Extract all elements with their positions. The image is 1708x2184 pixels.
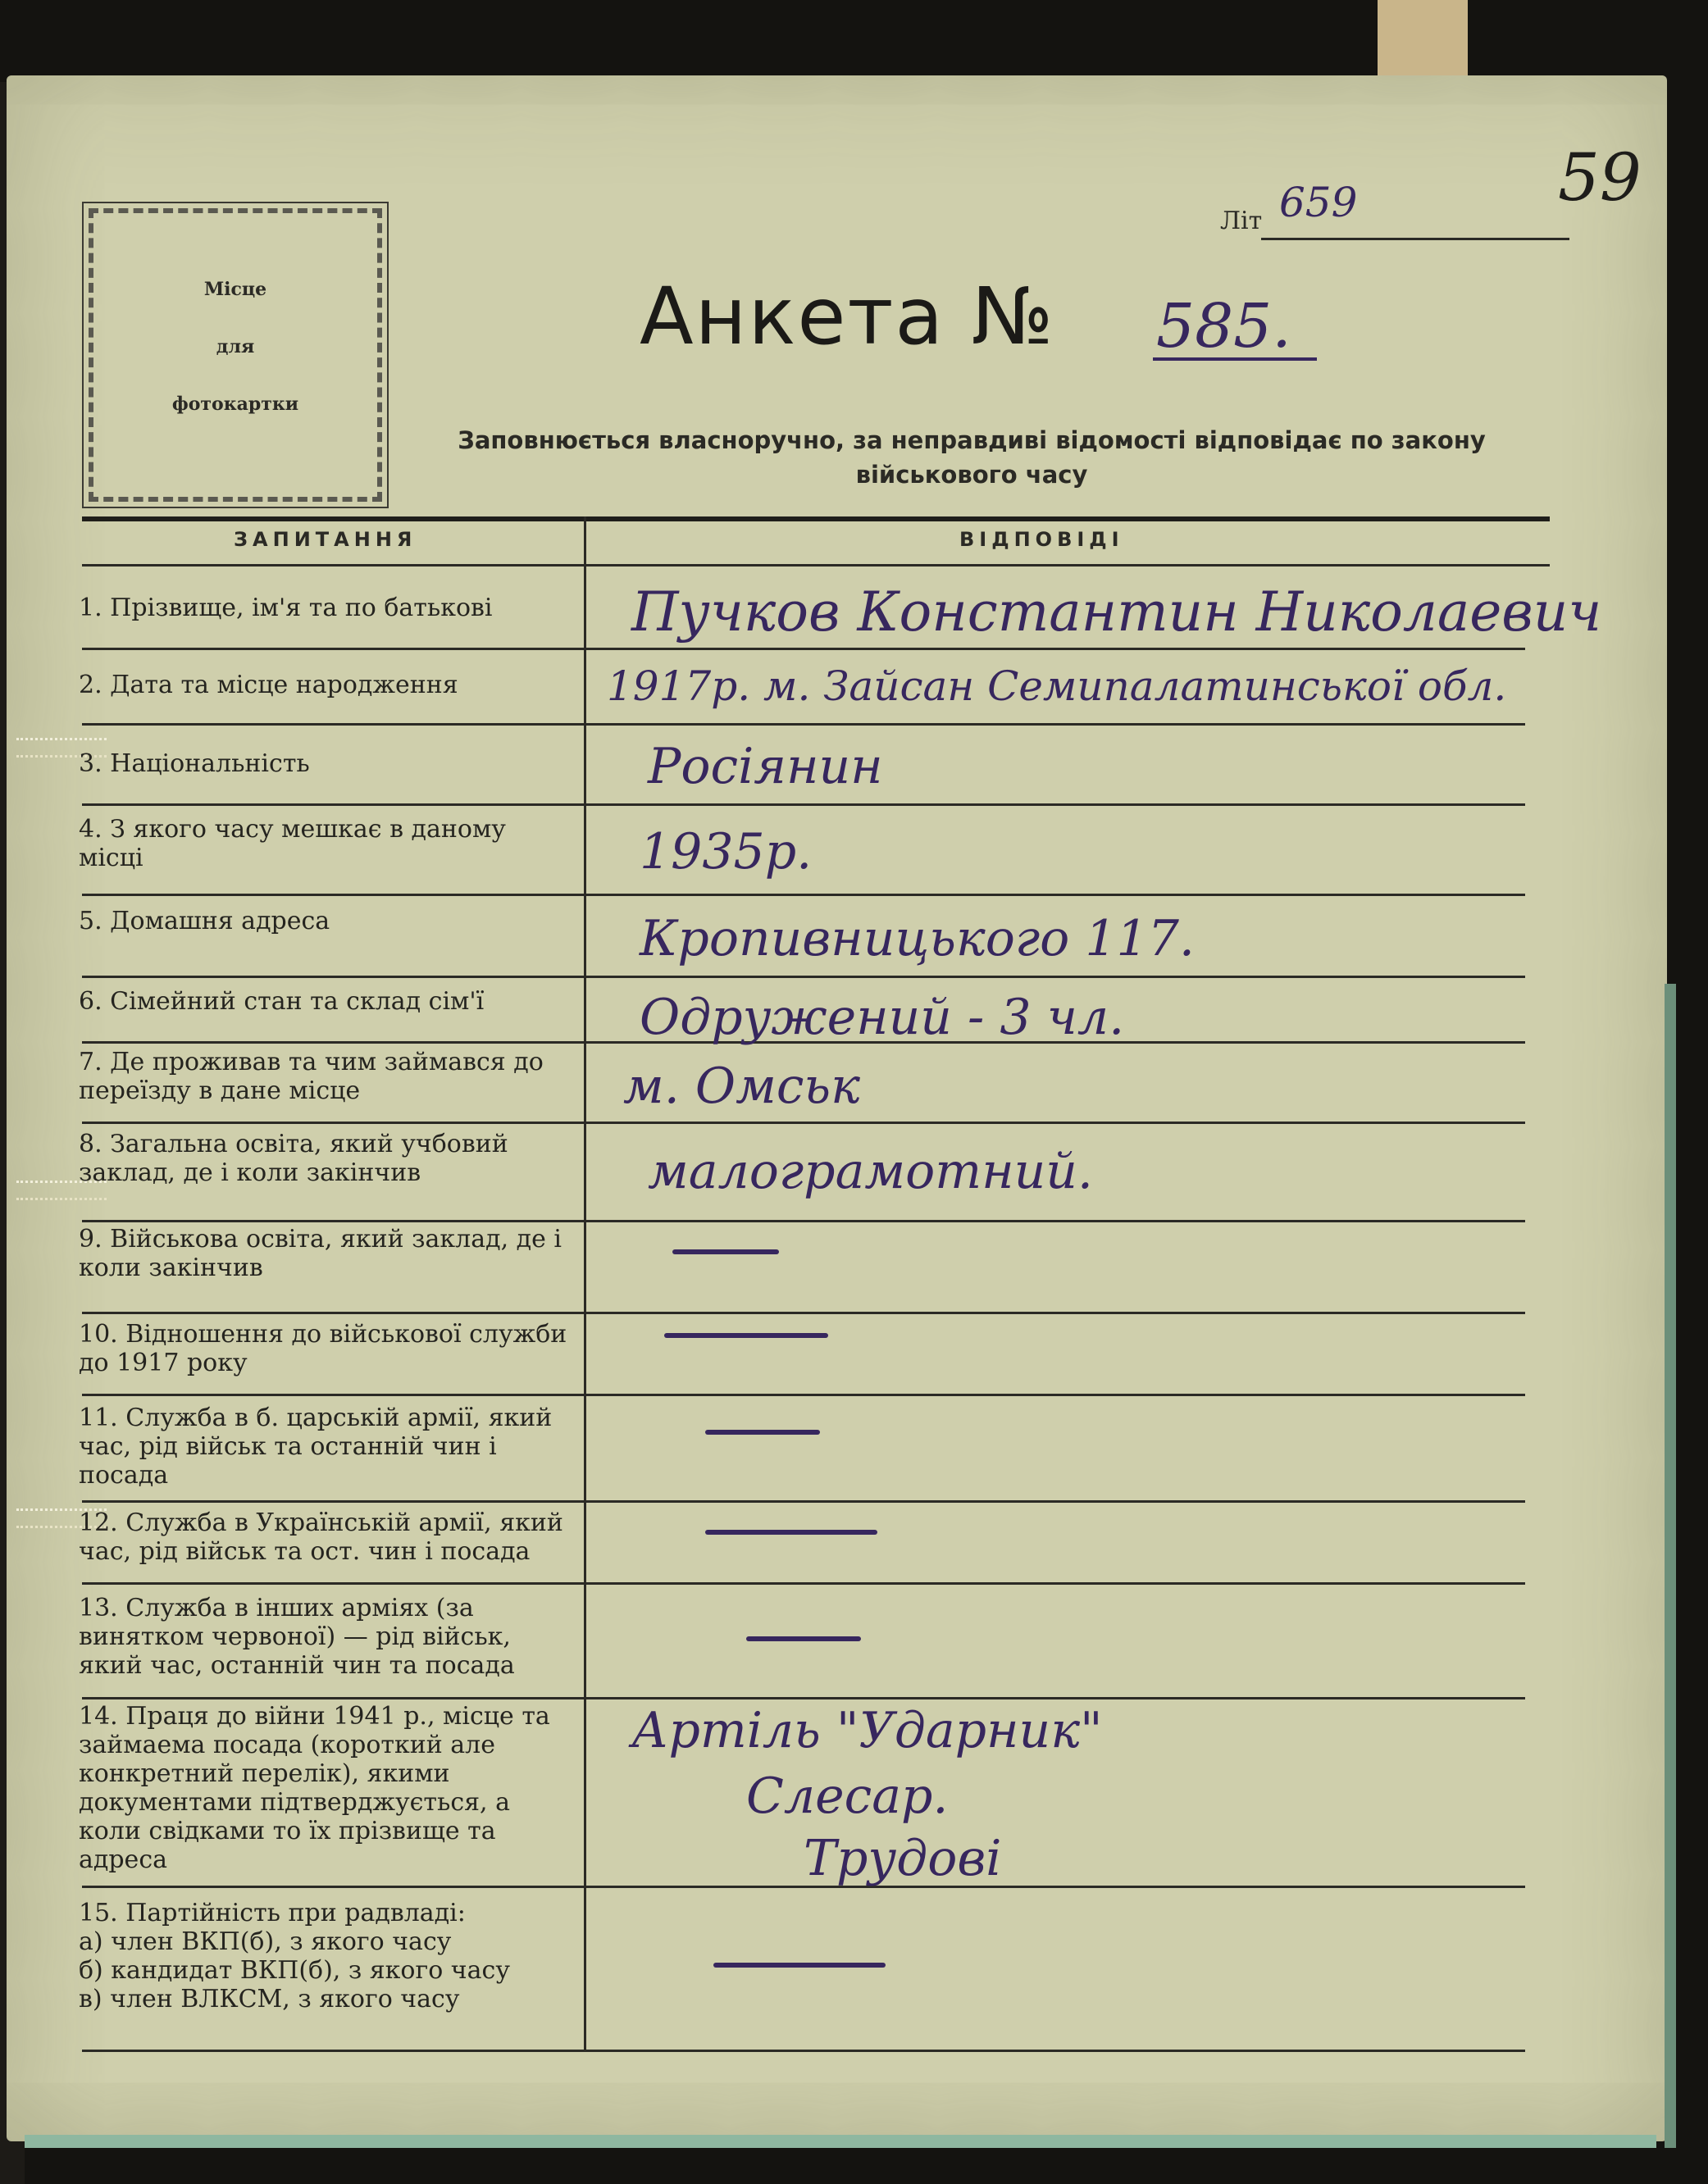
question-5: 5. Домашня адреса: [79, 907, 330, 935]
photo-label-line1: Місце: [203, 279, 267, 300]
table-top-rule: [82, 516, 1550, 521]
row-rule: [82, 1220, 1525, 1222]
instruction-line1: Заповнюється власноручно, за неправдиві відомості відповідає по закону: [458, 426, 1486, 454]
row-rule: [82, 1582, 1525, 1585]
answer-14-line3: Трудові: [804, 1830, 1002, 1887]
folder-tab: [1378, 0, 1468, 82]
answer-9-dash: [672, 1249, 779, 1254]
answer-5: Кропивницького 117.: [640, 910, 1195, 967]
photo-label-line3: фотокартки: [171, 394, 299, 415]
form-title: Анкета №: [640, 271, 1055, 362]
question-13: 13. Служба в інших арміях (за винятком червоної) — рід військ, який час, останній чин та посада: [79, 1594, 515, 1680]
row-rule: [82, 1394, 1525, 1396]
form-number-underline: [1153, 357, 1317, 361]
question-6: 6. Сімейний стан та склад сім'ї: [79, 987, 485, 1016]
question-7: 7. Де проживав та чим займався до переїзду в дане місце: [79, 1048, 544, 1105]
answer-14-line1: Артіль "Ударник": [631, 1702, 1103, 1759]
question-15-line2: а) член ВКП(б), з якого часу: [79, 1927, 452, 1956]
question-4: 4. З якого часу мешкає в даному місці: [79, 815, 506, 872]
question-1: 1. Прізвище, ім'я та по батькові: [79, 594, 493, 622]
photo-placeholder: [82, 202, 389, 508]
answer-1: Пучков Константин Николаевич: [631, 580, 1602, 644]
row-rule: [82, 1122, 1525, 1124]
answer-14-line2: Слесар.: [746, 1768, 949, 1825]
page-edge-bottom: [25, 2135, 1656, 2148]
answer-10-dash: [664, 1333, 828, 1338]
row-rule: [82, 1500, 1525, 1503]
answer-2: 1917р. м. Зайсан Семипалатинської обл.: [607, 662, 1507, 710]
table-header-rule: [82, 564, 1550, 566]
page-edge-right: [1665, 984, 1676, 2148]
row-rule: [82, 2050, 1525, 2052]
question-15-line4: в) член ВЛКСМ, з якого часу: [79, 1985, 460, 2013]
question-9: 9. Військова освіта, який заклад, де і коли закінчив: [79, 1225, 562, 1282]
row-rule: [82, 976, 1525, 978]
archive-page-number: 59: [1558, 139, 1642, 216]
row-rule: [82, 723, 1525, 726]
question-12: 12. Служба в Українській армії, який час, рід військ та ост. чин і посада: [79, 1508, 563, 1566]
answer-7: м. Омськ: [623, 1058, 860, 1115]
form-number: 585.: [1156, 291, 1291, 362]
row-rule: [82, 1312, 1525, 1314]
table-column-divider: [584, 516, 586, 2050]
answer-15-dash: [713, 1963, 886, 1968]
answer-6: Одружений - 3 чл.: [640, 989, 1125, 1046]
question-15-line1: 15. Партійність при радвладі:: [79, 1899, 466, 1927]
answer-12-dash: [705, 1530, 877, 1535]
answer-13-dash: [746, 1636, 861, 1641]
lit-label: Літ: [1220, 207, 1263, 235]
question-2: 2. Дата та місце народження: [79, 671, 458, 699]
question-15: [79, 1899, 571, 2013]
question-8: 8. Загальна освіта, який учбовий заклад, де і коли закінчив: [79, 1130, 508, 1187]
row-rule: [82, 803, 1525, 806]
answers-header: ВІДПОВІДІ: [959, 528, 1124, 551]
answer-8: малограмотний.: [648, 1143, 1093, 1200]
row-rule: [82, 894, 1525, 896]
answer-4: 1935р.: [640, 823, 813, 880]
photo-label-line2: для: [216, 336, 255, 357]
lit-number: 659: [1279, 179, 1358, 226]
answer-3: Росіянин: [648, 738, 883, 795]
lit-underline: [1261, 238, 1569, 240]
question-10: 10. Відношення до військової служби до 1917 року: [79, 1320, 567, 1377]
questions-header: ЗАПИТАННЯ: [234, 528, 417, 551]
question-11: 11. Служба в б. царській армії, який час, рід військ та останній чин і посада: [79, 1404, 553, 1490]
answer-11-dash: [705, 1430, 820, 1435]
row-rule: [82, 1697, 1525, 1699]
question-3: 3. Національність: [79, 749, 310, 778]
form-instruction: [402, 423, 1542, 492]
instruction-line2: військового часу: [855, 461, 1088, 489]
question-15-line3: б) кандидат ВКП(б), з якого часу: [79, 1956, 510, 1985]
question-14: 14. Праця до війни 1941 р., місце та займаема посада (короткий але конкретний перелік), якими документами підтверджується, а коли свідками то їх прізвище та адреса: [79, 1702, 550, 1874]
row-rule: [82, 648, 1525, 650]
